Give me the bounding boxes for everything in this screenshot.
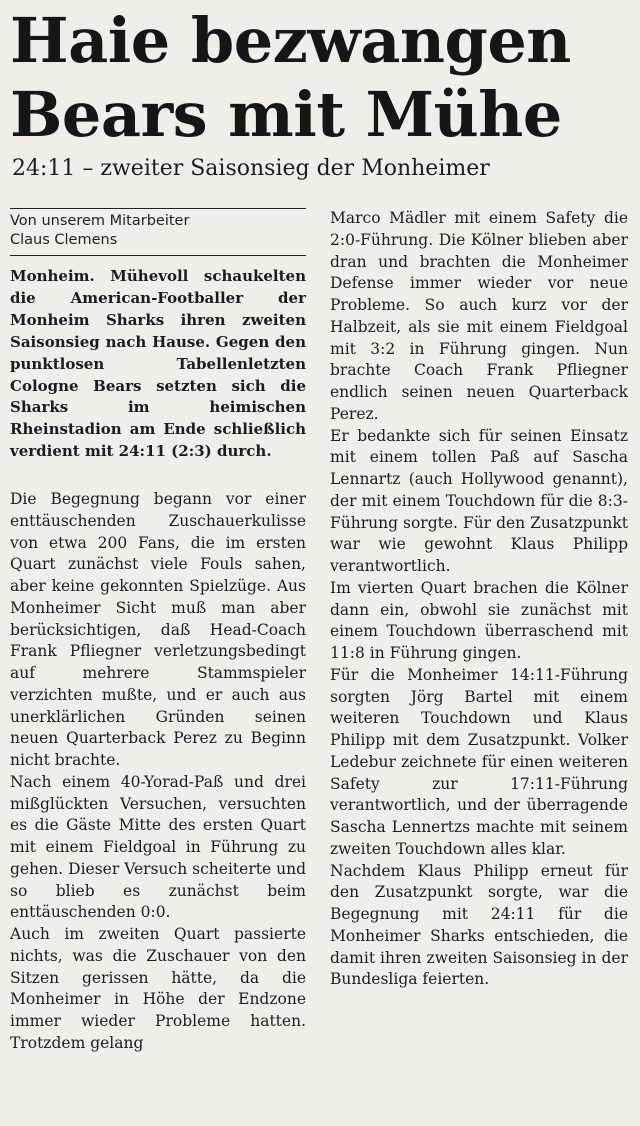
paragraph: Auch im zweiten Quart passierte nichts, was die Zuschauer von den Sitzen gerissen hätte, da die Monheimer in Höhe der Endzone immer wieder Probleme hatten. Trotzdem gelang: [10, 925, 306, 1052]
article-column-left: [10, 208, 306, 1055]
byline-bottom-rule: [10, 255, 306, 256]
byline-top-rule: [10, 208, 306, 209]
paragraph: Für die Monheimer 14:11-Führung sorgten Jörg Bartel mit einem weiteren Touchdown und Klaus Philipp mit dem Zusatzpunkt. Volker Ledebur zeichnete für einen weiteren Safety zur 17:11-Führung verantwortlich, und der überragende Sascha Lennertzs machte mit seinem zweiten Touchdown alles klar.: [330, 665, 628, 858]
paragraph: Nach einem 40-Yorad-Paß und drei mißglückten Versuchen, versuchten es die Gäste Mitte des ersten Quart mit einem Fieldgoal in Führung zu gehen. Dieser Versuch scheiterte und so blieb es zunächst beim enttäuschenden 0:0.: [10, 772, 306, 922]
paragraph: Die Begegnung begann vor einer enttäuschenden Zuschauerkulisse von etwa 200 Fans, die im ersten Quart zunächst viele Fouls sahen, aber keine gekonnten Spielzüge. Aus Monheimer Sicht muß man aber berücksichtigen, daß Head-Coach Frank Pfliegner verletzungsbedingt auf mehrere Stammspieler verzichten mußte, und er auch aus unerklärlichen Gründen seinen neuen Quarterback Perez zu Beginn nicht brachte.: [10, 490, 306, 770]
byline-author: Claus Clemens: [10, 232, 118, 248]
byline-line-1: Von unserem Mitarbeiter: [10, 213, 190, 229]
body-text-right: [330, 208, 628, 991]
headline-line-2: Bears mit Mühe: [10, 78, 562, 151]
byline: [10, 212, 306, 250]
article-column-right: [330, 208, 628, 991]
paragraph: Nachdem Klaus Philipp erneut für den Zusatzpunkt sorgte, war die Begegnung mit 24:11 für die Monheimer Sharks entschieden, die damit ihren zweiten Saisonsieg in der Bundesliga feierten.: [330, 861, 628, 989]
paragraph: Im vierten Quart brachen die Kölner dann ein, obwohl sie zunächst mit einem Touchdown überraschend mit 11:8 in Führung gingen.: [330, 578, 628, 662]
lead-paragraph: Monheim. Mühevoll schaukelten die American-Footballer der Monheim Sharks ihren zweiten Saisonsieg nach Hause. Gegen den punktlosen Tabellenletzten Cologne Bears setzten sich die Sharks im heimischen Rheinstadion am Ende schließlich verdient mit 24:11 (2:3) durch.: [10, 267, 306, 461]
paragraph: Er bedankte sich für seinen Einsatz mit einem tollen Paß auf Sascha Lennartz (auch Hollywood genannt), der mit einem Touchdown für die 8:3-Führung sorgte. Für den Zusatzpunkt war wie gewohnt Klaus Philipp verantwortlich.: [330, 426, 628, 575]
headline-line-1: Haie bezwangen: [10, 4, 571, 77]
subheadline: 24:11 – zweiter Saisonsieg der Monheimer: [12, 156, 490, 181]
paragraph: Marco Mädler mit einem Safety die 2:0-Führung. Die Kölner blieben aber dran und brachten die Monheimer Defense immer wieder vor neue Probleme. So auch kurz vor der Halbzeit, als sie mit einem Fieldgoal mit 3:2 in Führung gingen. Nun brachte Coach Frank Pfliegner endlich seinen neuen Quarterback Perez.: [330, 209, 628, 423]
body-text-left: [10, 489, 306, 1055]
headline: [10, 4, 630, 152]
